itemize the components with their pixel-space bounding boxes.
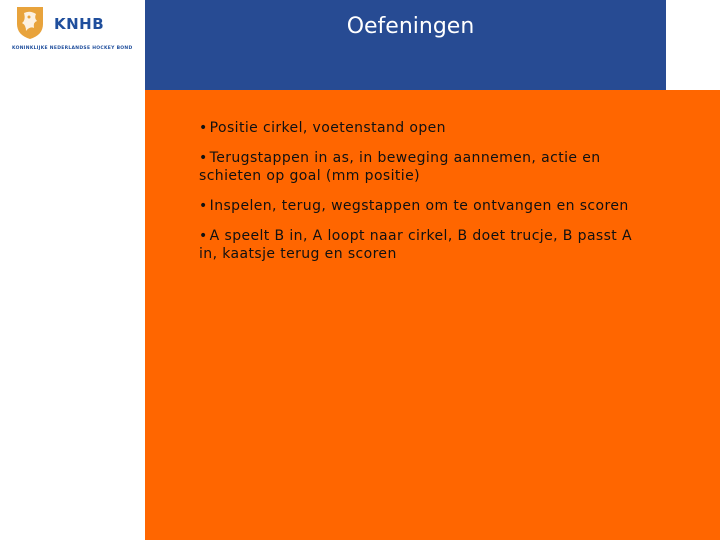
- bullet-text: A speelt B in, A loopt naar cirkel, B doet trucje, B passt A in, kaatsje terug en scoren: [199, 228, 633, 262]
- bullet-list: [199, 119, 649, 275]
- logo-name: KNHB: [54, 15, 105, 33]
- bullet-icon: •: [199, 120, 208, 136]
- page-title: [145, 14, 666, 39]
- bullet-text: Inspelen, terug, wegstappen om te ontvangen en scoren: [209, 198, 629, 214]
- logo-area: [0, 0, 145, 90]
- bullet-icon: •: [199, 228, 208, 244]
- list-item: [199, 197, 649, 215]
- page-title-text: Oefeningen: [346, 14, 475, 39]
- bullet-icon: •: [199, 198, 208, 214]
- bullet-text: Terugstappen in as, in beweging aannemen, actie en schieten op goal (mm positie): [199, 150, 601, 184]
- list-item: [199, 119, 649, 137]
- bullet-icon: •: [199, 150, 208, 166]
- bullet-text: Positie cirkel, voetenstand open: [209, 120, 446, 136]
- logo-subtitle: KONINKLIJKE NEDERLANDSE HOCKEY BOND: [12, 46, 133, 51]
- lion-logo-icon: [12, 4, 48, 40]
- list-item: [199, 149, 649, 185]
- list-item: [199, 227, 649, 263]
